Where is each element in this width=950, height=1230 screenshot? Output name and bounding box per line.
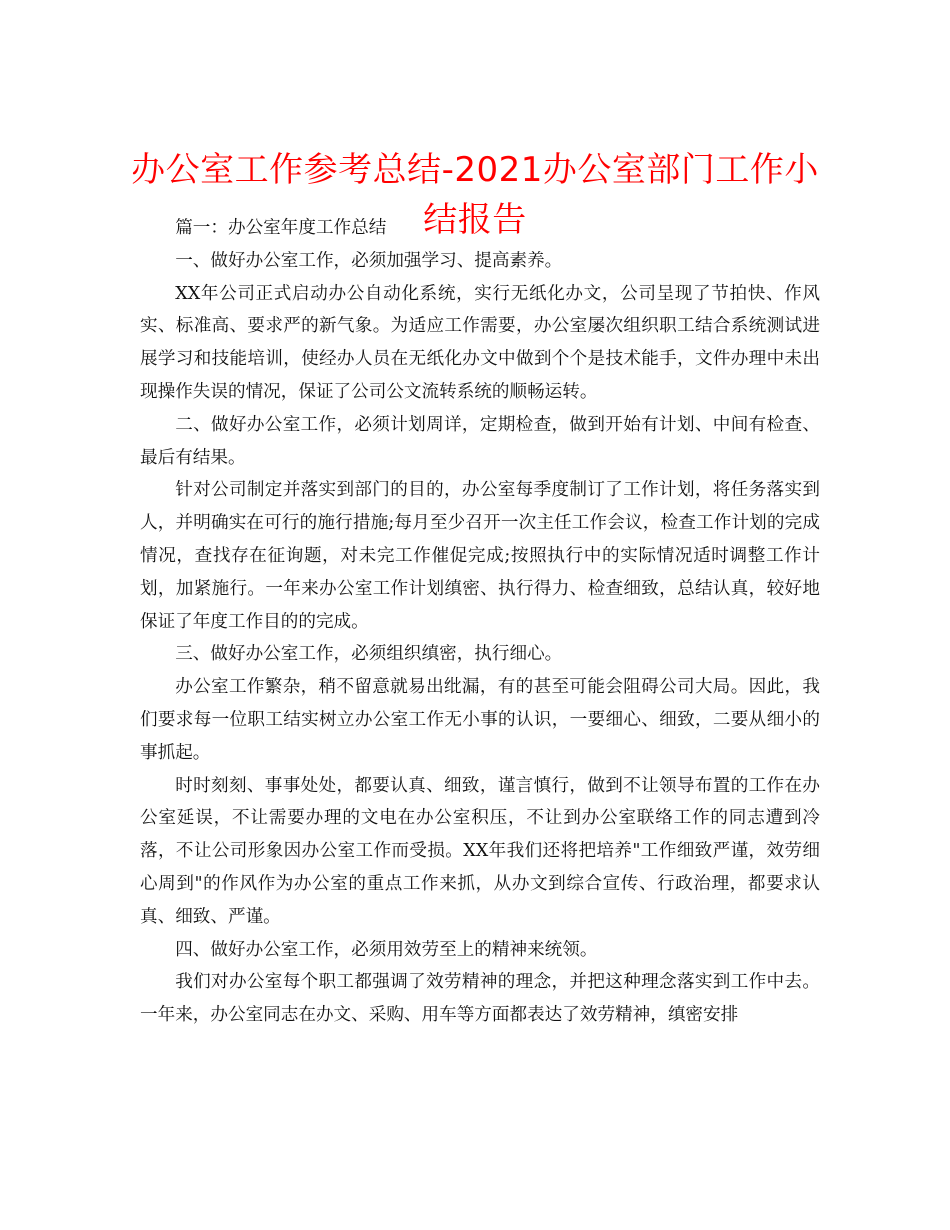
paragraph-body: 办公室工作繁杂，稍不留意就易出纰漏，有的甚至可能会阻碍公司大局。因此，我们要求每一位职工结实树立办公室工作无小事的认识，一要细心、细致，二要从细小的事抓起。 <box>140 677 820 763</box>
paragraph-section-heading: 篇一：办公室年度工作总结 <box>175 218 387 238</box>
paragraph-body: 针对公司制定并落实到部门的目的，办公室每季度制订了工作计划，将任务落实到人，并明确实在可行的施行措施;每月至少召开一次主任工作会议，检查工作计划的完成情况，查找存在征询题，对未完工作催促完成;按照执行中的实际情况适时调整工作计划，加紧施行。一年来办公室工作计划缜密、执行得力、检查细致，总结认真，较好地保证了年度工作目的的完成。 <box>140 480 820 632</box>
document-title: 办公室工作参考总结-2021办公室部门工作小结报告 <box>131 149 819 240</box>
paragraph-body: 我们对办公室每个职工都强调了效劳精神的理念，并把这种理念落实到工作中去。一年来，办公室同志在办文、采购、用车等方面都表达了效劳精神，缜密安排 <box>140 972 820 1026</box>
paragraph-point-four: 四、做好办公室工作，必须用效劳至上的精神来统领。 <box>175 939 598 960</box>
paragraph-body: 时时刻刻、事事处处，都要认真、细致，谨言慎行，做到不让领导布置的工作在办公室延误，不让需要办理的文电在办公室积压，不让到办公室联络工作的同志遭到冷落，不让公司形象因办公室工作而受损。XX年我们还将把培养"工作细致严谨，效劳细心周到"的作风作为办公室的重点工作来抓，从办文到综合宣传、行政治理，都要求认真、细致、严谨。 <box>140 775 820 927</box>
paragraph-point-three: 三、做好办公室工作，必须组织缜密，执行细心。 <box>175 644 563 665</box>
paragraph-point-one: 一、做好办公室工作，必须加强学习、提高素养。 <box>175 250 563 271</box>
paragraph-body: XX年公司正式启动办公自动化系统，实行无纸化办文，公司呈现了节拍快、作风实、标准高、要求严的新气象。为适应工作需要，办公室屡次组织职工结合系统测试进展学习和技能培训，使经办人员在无纸化办文中做到个个是技术能手，文件办理中未出现操作失误的情况，保证了公司公文流转系统的顺畅运转。 <box>140 283 820 402</box>
paragraph-point-two: 二、做好办公室工作，必须计划周详，定期检查，做到开始有计划、中间有检查、最后有结果。 <box>140 414 820 468</box>
document-body <box>140 212 820 1032</box>
